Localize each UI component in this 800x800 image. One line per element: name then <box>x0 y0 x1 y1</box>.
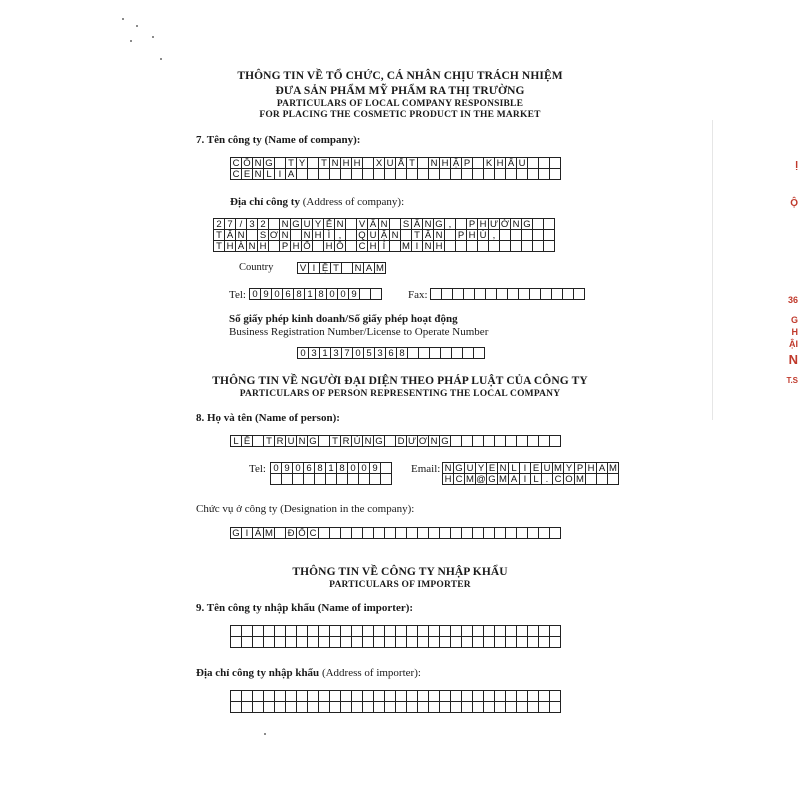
char-box[interactable]: N <box>296 435 308 447</box>
char-box[interactable]: 7 <box>224 218 236 230</box>
header1-en-line2: FOR PLACING THE COSMETIC PRODUCT IN THE MARKET <box>259 110 541 120</box>
char-box[interactable]: E <box>241 168 253 180</box>
char-box[interactable]: Ờ <box>500 219 510 230</box>
char-box[interactable]: 0 <box>271 288 283 300</box>
person-tel-grid[interactable] <box>270 462 392 485</box>
stamp-fragment-text: T.S <box>786 376 798 385</box>
char-box[interactable]: L <box>230 435 242 447</box>
char-box[interactable]: N <box>329 157 341 169</box>
char-box[interactable] <box>607 473 619 485</box>
char-box[interactable]: V <box>297 262 309 274</box>
char-box[interactable]: , <box>444 218 456 230</box>
char-box[interactable]: U <box>516 157 528 169</box>
char-box[interactable]: 9 <box>348 288 360 300</box>
char-box[interactable] <box>543 240 555 252</box>
char-box[interactable]: N <box>334 218 346 230</box>
char-box[interactable]: N <box>422 218 434 230</box>
char-box[interactable]: N <box>433 229 445 241</box>
char-box[interactable]: Ồ <box>334 240 346 252</box>
char-box[interactable]: Ấ <box>395 157 407 169</box>
grid-row <box>442 474 619 485</box>
person-name-label: 8. Họ và tên (Name of person): <box>196 412 340 424</box>
stamp-fragment-text: G <box>790 315 798 325</box>
char-box[interactable]: 3 <box>246 218 258 230</box>
char-box[interactable]: 9 <box>369 462 381 474</box>
char-box[interactable]: N <box>279 229 291 241</box>
char-box[interactable]: H <box>477 218 489 230</box>
char-box[interactable]: Í <box>378 240 390 252</box>
grid-row <box>430 288 585 300</box>
char-box[interactable]: T <box>406 157 418 169</box>
char-box[interactable]: / <box>235 218 247 230</box>
char-box[interactable]: 6 <box>282 288 294 300</box>
char-box[interactable]: H <box>585 462 597 474</box>
char-box[interactable]: G <box>433 218 445 230</box>
char-box[interactable]: 9 <box>260 288 272 300</box>
char-box[interactable]: H <box>224 240 236 252</box>
char-box[interactable]: R <box>274 435 286 447</box>
char-box[interactable] <box>549 435 561 447</box>
char-box[interactable]: N <box>422 240 434 252</box>
char-box[interactable]: N <box>252 168 264 180</box>
char-box[interactable]: 0 <box>352 347 364 359</box>
char-box[interactable]: S <box>257 229 269 241</box>
char-box[interactable]: U <box>367 229 379 241</box>
char-box[interactable]: Â <box>224 229 236 241</box>
char-box[interactable] <box>549 701 561 713</box>
char-box[interactable]: O <box>563 473 575 485</box>
char-box[interactable]: S <box>400 218 412 230</box>
country-grid[interactable] <box>297 262 386 274</box>
char-box[interactable]: 3 <box>308 347 320 359</box>
char-box[interactable]: E <box>486 462 498 474</box>
char-box[interactable]: H <box>351 157 363 169</box>
char-box[interactable]: Ệ <box>319 262 331 274</box>
importer-name-label: 9. Tên công ty nhập khẩu (Name of importer): <box>196 602 414 614</box>
char-box[interactable]: Ậ <box>450 157 462 169</box>
char-box[interactable]: 8 <box>396 347 408 359</box>
company-address-label: Địa chỉ công ty (Address of company): <box>230 196 405 208</box>
char-box[interactable]: R <box>340 435 352 447</box>
char-box[interactable]: Â <box>422 229 434 241</box>
char-box[interactable]: N <box>301 229 313 241</box>
char-box[interactable]: N <box>442 462 454 474</box>
char-box[interactable]: N <box>497 462 509 474</box>
char-box[interactable]: U <box>384 157 396 169</box>
char-box[interactable]: G <box>486 473 498 485</box>
char-box[interactable]: M <box>552 462 564 474</box>
char-box[interactable]: 6 <box>385 347 397 359</box>
char-box[interactable]: Y <box>563 462 575 474</box>
grid-row <box>297 347 485 359</box>
person-tel-label: Tel: <box>249 463 266 475</box>
char-box[interactable]: Á <box>252 527 264 539</box>
header3-en: PARTICULARS OF IMPORTER <box>329 580 471 590</box>
char-box[interactable]: A <box>596 462 608 474</box>
grid-row <box>213 241 555 252</box>
char-box[interactable]: H <box>466 229 478 241</box>
char-box[interactable]: N <box>279 218 291 230</box>
char-box[interactable] <box>573 288 585 300</box>
char-box[interactable]: G <box>290 218 302 230</box>
char-box[interactable]: 8 <box>314 462 326 474</box>
char-box[interactable] <box>473 347 485 359</box>
char-box[interactable]: H <box>312 229 324 241</box>
char-box[interactable]: 9 <box>281 462 293 474</box>
char-box[interactable]: 0 <box>358 462 370 474</box>
company-tel-grid[interactable] <box>249 288 382 300</box>
grid-row <box>230 169 561 180</box>
char-box[interactable]: L <box>263 168 275 180</box>
char-box[interactable]: 2 <box>257 218 269 230</box>
char-box[interactable]: U <box>464 462 476 474</box>
char-box[interactable]: P <box>455 229 467 241</box>
char-box[interactable]: I <box>274 168 286 180</box>
char-box[interactable]: 0 <box>347 462 359 474</box>
char-box[interactable]: H <box>442 473 454 485</box>
stamp-fragment-text: Ị <box>795 160 798 171</box>
char-box[interactable]: Ư <box>489 219 499 230</box>
char-box[interactable]: M <box>497 473 509 485</box>
char-box[interactable]: I <box>308 262 320 274</box>
char-box[interactable]: N <box>352 262 364 274</box>
importer-name-grid[interactable] <box>230 625 561 648</box>
stamp-fragment <box>780 150 800 410</box>
grid-row <box>297 262 386 274</box>
char-box[interactable]: N <box>246 240 258 252</box>
char-box[interactable]: H <box>257 240 269 252</box>
char-box[interactable]: Ẩ <box>505 157 517 169</box>
header1-vi-line2: ĐƯA SẢN PHẨM MỸ PHẨM RA THỊ TRƯỜNG <box>275 85 525 97</box>
char-box[interactable]: 0 <box>326 288 338 300</box>
header2-vi: THÔNG TIN VỀ NGƯỜI ĐẠI DIỆN THEO PHÁP LUẬT CỦA CÔNG TY <box>212 375 588 387</box>
char-box[interactable]: U <box>301 218 313 230</box>
char-box[interactable]: G <box>230 527 242 539</box>
company-fax-grid[interactable] <box>430 288 585 300</box>
char-box[interactable]: G <box>439 435 451 447</box>
char-box[interactable]: U <box>541 462 553 474</box>
char-box[interactable]: N <box>362 435 374 447</box>
char-box[interactable]: 6 <box>303 462 315 474</box>
char-box[interactable]: G <box>307 435 319 447</box>
char-box[interactable]: Ù <box>351 435 363 447</box>
char-box[interactable]: P <box>279 240 291 252</box>
char-box[interactable]: 7 <box>341 347 353 359</box>
char-box[interactable]: 1 <box>325 462 337 474</box>
importer-address-grid[interactable] <box>230 690 561 713</box>
char-box[interactable]: Ậ <box>378 229 390 241</box>
char-box[interactable]: I <box>241 527 253 539</box>
char-box[interactable]: . <box>541 473 553 485</box>
char-box[interactable]: Q <box>356 229 368 241</box>
char-box[interactable]: 0 <box>270 462 282 474</box>
grid-row <box>230 527 561 539</box>
grid-row <box>230 702 561 713</box>
char-box[interactable]: T <box>330 262 342 274</box>
char-box[interactable]: M <box>400 240 412 252</box>
char-box[interactable]: Đ <box>285 527 297 539</box>
char-box[interactable]: M <box>607 462 619 474</box>
char-box[interactable]: H <box>433 240 445 252</box>
char-box[interactable]: 0 <box>297 347 309 359</box>
char-box[interactable]: C <box>552 473 564 485</box>
char-box[interactable]: C <box>356 240 368 252</box>
char-box[interactable]: 3 <box>330 347 342 359</box>
char-box[interactable]: Ư <box>407 436 417 447</box>
importer-address-label: Địa chỉ công ty nhập khẩu (Address of importer): <box>196 667 421 679</box>
char-box[interactable]: H <box>340 157 352 169</box>
char-box[interactable]: Ă <box>367 218 379 230</box>
char-box[interactable]: Ô <box>241 157 253 169</box>
stamp-fragment-text: ẬI <box>789 339 798 349</box>
char-box[interactable]: H <box>323 240 335 252</box>
header1-en-line1: PARTICULARS OF LOCAL COMPANY RESPONSIBLE <box>276 99 524 109</box>
header1-vi-line1: THÔNG TIN VỀ TỔ CHỨC, CÁ NHÂN CHỊU TRÁCH NHIỆM <box>237 70 563 82</box>
char-box[interactable]: V <box>356 218 368 230</box>
char-box[interactable]: P <box>461 157 473 169</box>
license-label-en: Business Registration Number/License to Operate Number <box>229 326 489 338</box>
char-box[interactable]: 1 <box>304 288 316 300</box>
person-name-grid[interactable] <box>230 435 561 447</box>
char-box[interactable]: A <box>285 168 297 180</box>
char-box[interactable]: N <box>428 435 440 447</box>
char-box[interactable]: H <box>494 157 506 169</box>
char-box[interactable]: M <box>464 473 476 485</box>
stamp-fragment-text: Ộ <box>790 198 798 209</box>
char-box[interactable]: Y <box>296 157 308 169</box>
char-box[interactable]: A <box>508 473 520 485</box>
char-box[interactable]: 0 <box>292 462 304 474</box>
char-box[interactable]: Ễ <box>323 218 335 230</box>
header3-vi: THÔNG TIN VỀ CÔNG TY NHẬP KHẨU <box>292 566 508 578</box>
char-box[interactable]: , <box>334 229 346 241</box>
char-box[interactable]: 5 <box>363 347 375 359</box>
char-box[interactable]: Ơ <box>269 230 279 241</box>
char-box[interactable]: P <box>574 462 586 474</box>
char-box[interactable]: À <box>235 240 247 252</box>
company-name-grid[interactable] <box>230 157 561 180</box>
char-box[interactable]: 2 <box>213 218 225 230</box>
char-box[interactable]: G <box>453 462 465 474</box>
char-box[interactable]: Ê <box>241 435 253 447</box>
header2-en: PARTICULARS OF PERSON REPRESENTING THE LOCAL COMPANY <box>239 389 561 399</box>
license-grid[interactable] <box>297 347 485 359</box>
char-box[interactable]: , <box>488 229 500 241</box>
char-box[interactable]: N <box>389 229 401 241</box>
person-email-label: Email: <box>411 463 441 475</box>
char-box[interactable]: C <box>307 527 319 539</box>
char-box[interactable]: Ơ <box>418 436 428 447</box>
char-box[interactable]: T <box>213 240 225 252</box>
char-box[interactable]: @ <box>476 474 486 485</box>
grid-row <box>230 435 561 447</box>
char-box[interactable]: Ì <box>323 229 335 241</box>
char-box[interactable]: C <box>230 168 242 180</box>
char-box[interactable]: T <box>318 157 330 169</box>
char-box[interactable]: Ă <box>411 218 423 230</box>
char-box[interactable] <box>549 527 561 539</box>
char-box[interactable]: G <box>521 218 533 230</box>
char-box[interactable]: I <box>519 473 531 485</box>
stamp-fragment-text: 36 <box>787 295 798 305</box>
char-box[interactable]: 8 <box>336 462 348 474</box>
char-box[interactable]: N <box>428 157 440 169</box>
char-box[interactable]: I <box>519 462 531 474</box>
char-box[interactable]: 8 <box>293 288 305 300</box>
char-box[interactable]: D <box>395 435 407 447</box>
char-box[interactable]: N <box>510 218 522 230</box>
char-box[interactable]: T <box>213 229 225 241</box>
char-box[interactable] <box>370 288 382 300</box>
char-box[interactable]: N <box>235 229 247 241</box>
char-box[interactable]: 0 <box>337 288 349 300</box>
char-box[interactable]: T <box>411 229 423 241</box>
char-box[interactable]: N <box>252 157 264 169</box>
char-box[interactable]: Ố <box>301 240 313 252</box>
char-box[interactable] <box>549 168 561 180</box>
char-box[interactable]: T <box>329 435 341 447</box>
company-address-grid[interactable] <box>213 218 555 252</box>
grid-row <box>230 637 561 648</box>
char-box[interactable]: H <box>290 240 302 252</box>
designation-label: Chức vụ ở công ty (Designation in the company): <box>196 503 415 515</box>
stamp-fragment-text: H <box>791 327 798 337</box>
char-box[interactable]: P <box>466 218 478 230</box>
char-box[interactable]: H <box>439 157 451 169</box>
char-box[interactable] <box>380 473 392 485</box>
company-name-label: 7. Tên công ty (Name of company): <box>196 134 361 146</box>
char-box[interactable] <box>549 636 561 648</box>
country-label: Country <box>239 262 274 273</box>
char-box[interactable]: 0 <box>249 288 261 300</box>
char-box[interactable]: G <box>373 435 385 447</box>
char-box[interactable]: 1 <box>319 347 331 359</box>
char-box[interactable]: M <box>374 262 386 274</box>
char-box[interactable]: H <box>367 240 379 252</box>
char-box[interactable]: 8 <box>315 288 327 300</box>
char-box[interactable]: L <box>508 462 520 474</box>
char-box[interactable]: N <box>378 218 390 230</box>
char-box[interactable]: T <box>263 435 275 447</box>
person-email-grid[interactable] <box>442 462 619 485</box>
char-box[interactable]: L <box>530 473 542 485</box>
char-box[interactable]: K <box>483 157 495 169</box>
char-box[interactable]: C <box>230 157 242 169</box>
char-box[interactable]: T <box>285 157 297 169</box>
char-box[interactable]: A <box>363 262 375 274</box>
char-box[interactable]: Ú <box>477 229 489 241</box>
license-label-vi: Số giấy phép kinh doanh/Số giấy phép hoạt động <box>229 313 458 325</box>
grid-row <box>249 288 382 300</box>
char-box[interactable]: 3 <box>374 347 386 359</box>
char-box[interactable]: Y <box>312 218 324 230</box>
char-box[interactable]: Ố <box>296 527 308 539</box>
char-box[interactable]: G <box>263 157 275 169</box>
company-fax-label: Fax: <box>408 289 428 301</box>
designation-grid[interactable] <box>230 527 561 539</box>
char-box[interactable]: X <box>373 157 385 169</box>
company-tel-label: Tel: <box>229 289 246 301</box>
char-box[interactable]: I <box>411 240 423 252</box>
char-box[interactable]: C <box>453 473 465 485</box>
char-box[interactable]: M <box>574 473 586 485</box>
char-box[interactable]: Y <box>475 462 487 474</box>
char-box[interactable]: U <box>285 435 297 447</box>
stamp-fragment-text: N <box>788 352 798 367</box>
char-box[interactable]: E <box>530 462 542 474</box>
grid-row <box>270 474 392 485</box>
char-box[interactable]: M <box>263 527 275 539</box>
